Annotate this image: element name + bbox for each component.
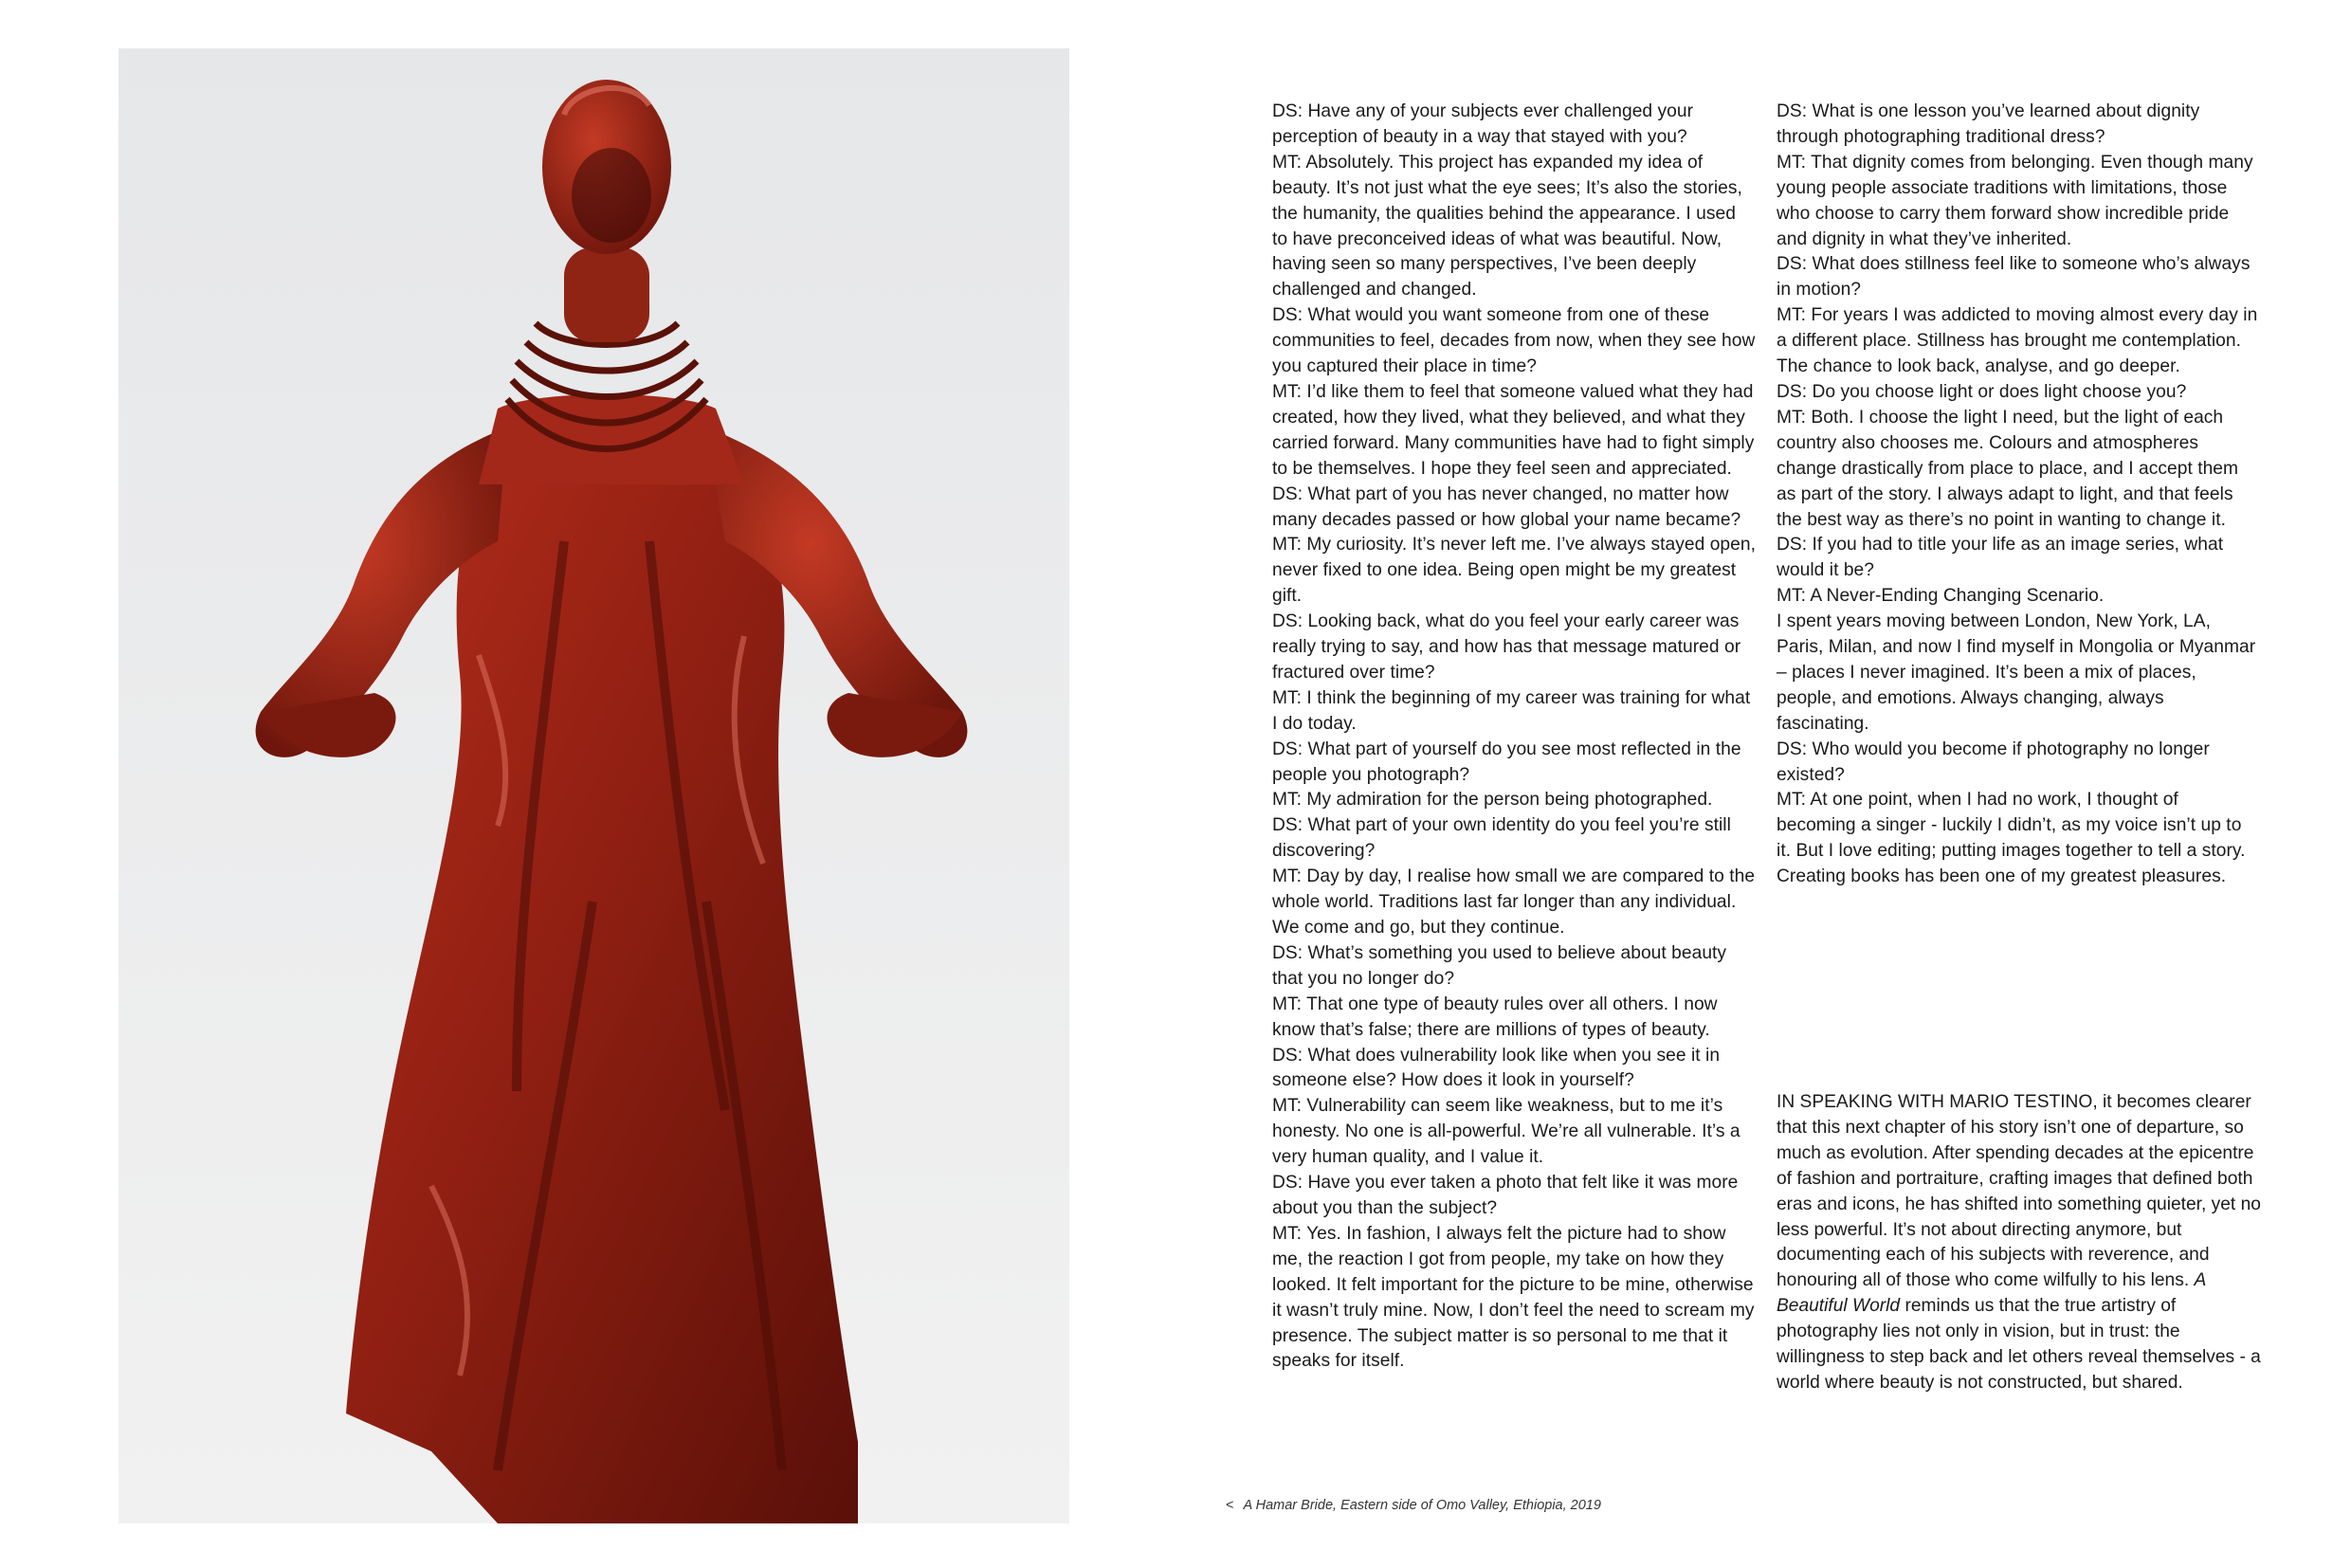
- interview-line: DS: What part of your own identity do you feel you’re still discovering?: [1272, 815, 1731, 862]
- photo-caption: [1226, 1498, 1601, 1513]
- interview-line: DS: What’s something you used to believe about beauty that you no longer do?: [1272, 942, 1727, 989]
- interview-line: MT: Yes. In fashion, I always felt the picture had to show me, the reaction I got from people, my take on how they looked. It felt important for the picture to be mine, otherwise it wasn’t truly mine. Now, I don’t feel the need to scream my presence. The subject matter is so personal to me that it speaks for itself.: [1272, 1223, 1755, 1372]
- interview-line: DS: What would you want someone from one of these communities to feel, decades from now, when they see how you captured their place in time?: [1272, 305, 1756, 377]
- closing-rest: reminds us that the true artistry of photography lies not only in vision, but in trust: the willingness to step back and let others reveal themselves - a world where beauty is not constructed, but shared.: [1777, 1296, 2261, 1393]
- interview-line: MT: Absolutely. This project has expanded my idea of beauty. It’s not just what the eye sees; It’s also the stories, the humanity, the qualities behind the appearance. I used to have preconceived ideas of what was beautiful. Now, having seen so many perspectives, I’ve been deeply challenged and changed.: [1272, 152, 1742, 301]
- interview-line: DS: If you had to title your life as an image series, what would it be?: [1777, 535, 2224, 581]
- interview-line: DS: Have you ever taken a photo that felt like it was more about you than the subject?: [1272, 1173, 1739, 1218]
- interview-column-2: [1777, 100, 2260, 890]
- interview-line: DS: Do you choose light or does light choose you?: [1777, 381, 2187, 402]
- interview-line: MT: I think the beginning of my career was training for what I do today.: [1272, 687, 1751, 734]
- interview-line: MT: I’d like them to feel that someone valued what they had created, how they lived, what they believed, and what they carried forward. Many communities have had to fight simply to be themselves. I hope they feel seen and appreciated.: [1272, 381, 1755, 479]
- interview-line: MT: For years I was addicted to moving almost every day in a different place. Stillness has brought me contemplation. The chance to look back, analyse, and go deeper.: [1777, 305, 2258, 377]
- face-shadow: [572, 148, 651, 243]
- interview-line: MT: A Never-Ending Changing Scenario.: [1777, 586, 2105, 607]
- interview-line: MT: At one point, when I had no work, I thought of becoming a singer - luckily I didn’t, as my voice isn’t up to it. But I love editing; putting images together to tell a story. Creating books has been one of my greatest pleasures.: [1777, 790, 2246, 887]
- interview-line: MT: Both. I choose the light I need, but the light of each country also chooses me. Colours and atmospheres change drastically from place to place, and I accept them as part of the story. I always adapt to light, and that feels the best way as there’s no point in wanting to change it.: [1777, 407, 2239, 530]
- interview-line: DS: What is one lesson you’ve learned about dignity through photographing traditional dress?: [1777, 101, 2200, 147]
- interview-line: DS: Looking back, what do you feel your early career was really trying to say, and how has that message matured or fractured over time?: [1272, 611, 1741, 683]
- interview-line: DS: What does stillness feel like to someone who’s always in motion?: [1777, 254, 2251, 301]
- interview-line: MT: That one type of beauty rules over all others. I now know that’s false; there are millions of types of beauty.: [1272, 994, 1718, 1040]
- closing-lead: IN SPEAKING WITH MARIO TESTINO, it becomes clearer that this next chapter of his story isn’t one of departure, so much as evolution. After spending decades at the epicentre of fashion and portraiture, crafting images that defined both eras and icons, he has shifted into something quieter, yet no less powerful. It’s not about directing anymore, but documenting each of his subjects with reverence, and honouring all of those who come wilfully to his lens.: [1777, 1092, 2261, 1291]
- interview-line: DS: Who would you become if photography no longer existed?: [1777, 738, 2210, 785]
- hamar-bride-figure: [118, 48, 1069, 1523]
- interview-line: MT: Vulnerability can seem like weakness, but to me it’s honesty. No one is all-powerful. We’re all vulnerable. It’s a very human quality, and I value it.: [1272, 1096, 1740, 1168]
- caption-arrow-icon: <: [1226, 1498, 1234, 1513]
- closing-paragraph: [1777, 1090, 2266, 1396]
- interview-line: MT: My admiration for the person being photographed.: [1272, 790, 1713, 811]
- interview-line: MT: Day by day, I realise how small we are compared to the whole world. Traditions last far longer than any individual. We come and go, but they continue.: [1272, 866, 1756, 938]
- book-title: A Beautiful World: [1777, 1270, 2206, 1317]
- neck: [564, 247, 649, 342]
- interview-line: DS: What part of you has never changed, no matter how many decades passed or how global your name became?: [1272, 483, 1741, 530]
- caption-text: A Hamar Bride, Eastern side of Omo Valley, Ethiopia, 2019: [1243, 1498, 1601, 1513]
- interview-line: DS: Have any of your subjects ever challenged your perception of beauty in a way that stayed with you?: [1272, 101, 1694, 147]
- interview-line: MT: My curiosity. It’s never left me. I’ve always stayed open, never fixed to one idea. Being open might be my greatest gift.: [1272, 535, 1756, 607]
- interview-line: I spent years moving between London, New York, LA, Paris, Milan, and now I find myself in Mongolia or Myanmar – places I never imagined. It’s been a mix of places, people, and emotions. Always changing, always fascinating.: [1777, 611, 2256, 734]
- interview-line: MT: That dignity comes from belonging. Even though many young people associate traditions with limitations, those who choose to carry them forward show incredible pride and dignity in what they’ve inherited.: [1777, 152, 2253, 249]
- interview-column-1: [1272, 100, 1756, 1375]
- interview-line: DS: What part of yourself do you see most reflected in the people you photograph?: [1272, 738, 1741, 785]
- portrait-photo: [118, 48, 1069, 1523]
- interview-line: DS: What does vulnerability look like when you see it in someone else? How does it look in yourself?: [1272, 1045, 1721, 1091]
